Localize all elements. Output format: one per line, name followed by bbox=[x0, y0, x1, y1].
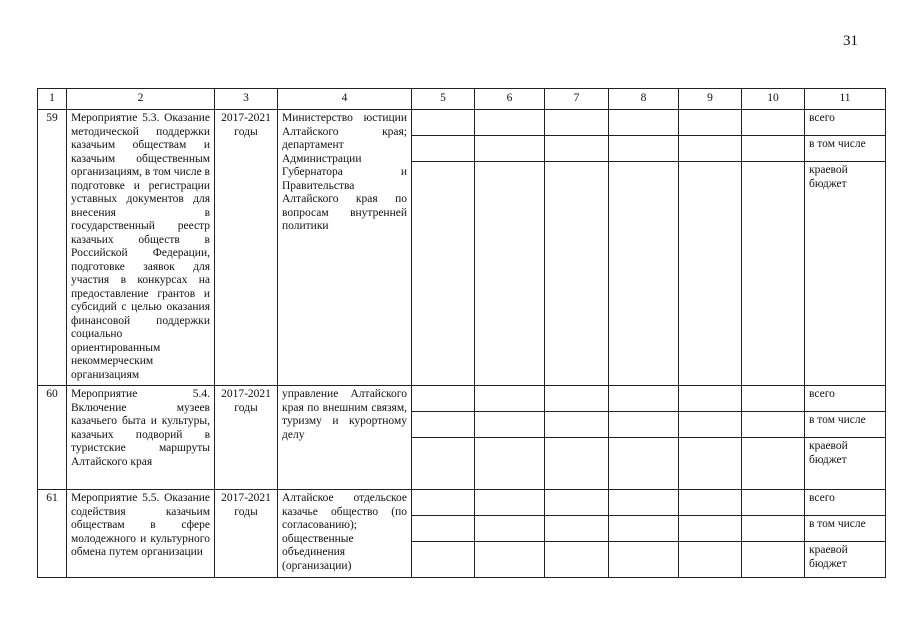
value-cell bbox=[742, 438, 805, 490]
value-cell bbox=[679, 516, 742, 542]
value-cell bbox=[475, 110, 545, 136]
value-cell bbox=[412, 136, 475, 162]
column-number-row bbox=[38, 89, 886, 110]
column-header: 3 bbox=[215, 89, 278, 110]
value-cell bbox=[545, 386, 609, 412]
funding-source: краевой бюджет bbox=[805, 438, 886, 490]
value-cell bbox=[475, 412, 545, 438]
value-cell bbox=[545, 412, 609, 438]
value-cell bbox=[412, 438, 475, 490]
value-cell bbox=[545, 490, 609, 516]
table-row bbox=[38, 386, 886, 412]
value-cell bbox=[545, 516, 609, 542]
column-header: 2 bbox=[67, 89, 215, 110]
value-cell bbox=[679, 136, 742, 162]
value-cell bbox=[545, 542, 609, 578]
column-header: 10 bbox=[742, 89, 805, 110]
implementation-period: 2017-2021 годы bbox=[215, 386, 278, 490]
value-cell bbox=[475, 516, 545, 542]
table-row bbox=[38, 110, 886, 136]
value-cell bbox=[679, 110, 742, 136]
value-cell bbox=[742, 386, 805, 412]
value-cell bbox=[609, 412, 679, 438]
column-header: 4 bbox=[278, 89, 412, 110]
value-cell bbox=[679, 438, 742, 490]
funding-source: в том числе bbox=[805, 516, 886, 542]
value-cell bbox=[545, 110, 609, 136]
value-cell bbox=[412, 162, 475, 386]
responsible-executor: управление Алтайского края по внешним связям, туризму и курортному делу bbox=[278, 386, 412, 490]
value-cell bbox=[742, 490, 805, 516]
implementation-period: 2017-2021 годы bbox=[215, 110, 278, 386]
value-cell bbox=[475, 438, 545, 490]
column-header: 6 bbox=[475, 89, 545, 110]
funding-source: всего bbox=[805, 110, 886, 136]
column-header: 8 bbox=[609, 89, 679, 110]
value-cell bbox=[412, 490, 475, 516]
program-activities-table bbox=[37, 88, 886, 578]
value-cell bbox=[742, 136, 805, 162]
column-header: 11 bbox=[805, 89, 886, 110]
column-header: 9 bbox=[679, 89, 742, 110]
value-cell bbox=[545, 162, 609, 386]
value-cell bbox=[679, 412, 742, 438]
value-cell bbox=[609, 542, 679, 578]
column-header: 1 bbox=[38, 89, 67, 110]
value-cell bbox=[609, 516, 679, 542]
implementation-period: 2017-2021 годы bbox=[215, 490, 278, 578]
activity-description: Мероприятие 5.3. Оказание методической поддержки казачьим обществам и казачьим общественным организациям, в том числе в подготовке и регистрации уставных документов для внесения в государственный реестр казачьих обществ в Российской Федерации, подготовке заявок для участия в конкурсах на предоставление грантов и субсидий с целью оказания финансовой поддержки социально ориентированным некоммерческим организациям bbox=[67, 110, 215, 386]
value-cell bbox=[475, 490, 545, 516]
column-header: 5 bbox=[412, 89, 475, 110]
page-number: 31 bbox=[843, 33, 858, 49]
funding-source: краевой бюджет bbox=[805, 542, 886, 578]
row-number: 59 bbox=[38, 110, 67, 386]
value-cell bbox=[742, 542, 805, 578]
activity-description: Мероприятие 5.5. Оказание содействия казачьим обществам в сфере молодежного и культурного обмена путем организации bbox=[67, 490, 215, 578]
value-cell bbox=[412, 386, 475, 412]
value-cell bbox=[475, 162, 545, 386]
column-header: 7 bbox=[545, 89, 609, 110]
value-cell bbox=[412, 110, 475, 136]
funding-source: краевой бюджет bbox=[805, 162, 886, 386]
value-cell bbox=[609, 386, 679, 412]
value-cell bbox=[742, 110, 805, 136]
value-cell bbox=[609, 110, 679, 136]
value-cell bbox=[609, 438, 679, 490]
table-row bbox=[38, 490, 886, 516]
value-cell bbox=[742, 412, 805, 438]
value-cell bbox=[609, 490, 679, 516]
value-cell bbox=[679, 542, 742, 578]
activity-description: Мероприятие 5.4. Включение музеев казачьего быта и культуры, казачьих подворий в туристские маршруты Алтайского края bbox=[67, 386, 215, 490]
value-cell bbox=[475, 542, 545, 578]
value-cell bbox=[679, 490, 742, 516]
row-number: 61 bbox=[38, 490, 67, 578]
funding-source: в том числе bbox=[805, 412, 886, 438]
value-cell bbox=[679, 386, 742, 412]
value-cell bbox=[545, 136, 609, 162]
value-cell bbox=[545, 438, 609, 490]
value-cell bbox=[475, 386, 545, 412]
responsible-executor: Министерство юстиции Алтайского края; департамент Администрации Губернатора и Правительства Алтайского края по вопросам внутренней политики bbox=[278, 110, 412, 386]
value-cell bbox=[742, 516, 805, 542]
funding-source: всего bbox=[805, 386, 886, 412]
responsible-executor: Алтайское отдельское казачье общество (по согласованию); общественные объединения (организации) bbox=[278, 490, 412, 578]
value-cell bbox=[679, 162, 742, 386]
value-cell bbox=[742, 162, 805, 386]
value-cell bbox=[412, 412, 475, 438]
value-cell bbox=[609, 162, 679, 386]
funding-source: в том числе bbox=[805, 136, 886, 162]
value-cell bbox=[412, 516, 475, 542]
funding-source: всего bbox=[805, 490, 886, 516]
value-cell bbox=[412, 542, 475, 578]
value-cell bbox=[609, 136, 679, 162]
value-cell bbox=[475, 136, 545, 162]
row-number: 60 bbox=[38, 386, 67, 490]
